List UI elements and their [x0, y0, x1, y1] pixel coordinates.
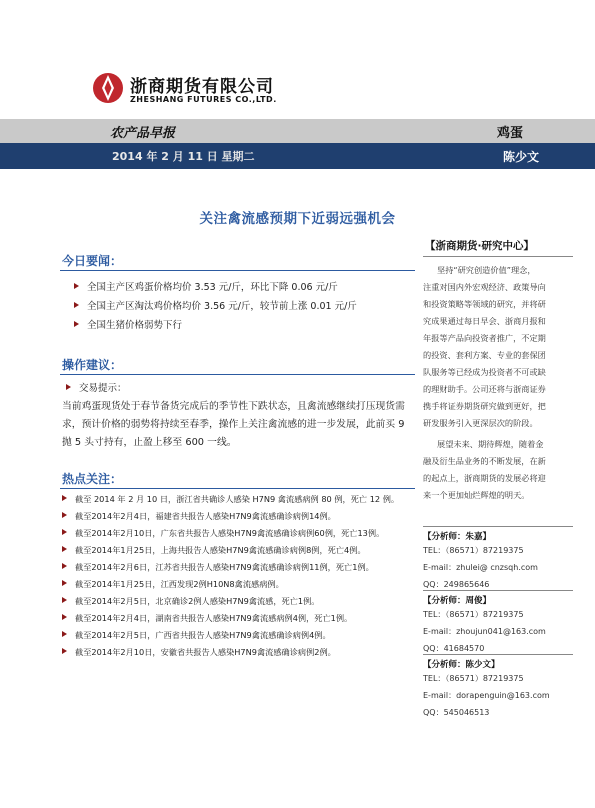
list-item: 截至2014年2月10日，广东省共报告人感染H7N9禽流感确诊病例60例，死亡13例。	[62, 528, 384, 539]
arrow-bullet-icon	[62, 529, 67, 535]
analyst-card	[423, 526, 573, 593]
analyst-tel: TEL：（86571）87219375	[423, 674, 524, 683]
arrow-bullet-icon	[62, 546, 67, 552]
report-topic: 鸡蛋	[497, 126, 524, 141]
analyst-qq: QQ：545046513	[423, 708, 490, 717]
list-item: 全国主产区鸡蛋价格均价 3.53 元/斤，环比下降 0.06 元/斤	[74, 279, 338, 293]
list-item: 截至2014年2月10日，安徽省共报告人感染H7N9禽流感确诊病例2例。	[62, 647, 336, 658]
analyst-tel: TEL：（86571）87219375	[423, 610, 524, 619]
list-item: 截至2014年2月4日，福建省共报告人感染H7N9禽流感确诊病例14例。	[62, 511, 336, 522]
analyst-name: 【分析师：朱嘉】	[423, 532, 492, 542]
list-item: 截至2014年2月6日，江苏省共报告人感染H7N9禽流感确诊病例11例，死亡1例。	[62, 562, 374, 573]
analyst-name: 【分析师：周俊】	[423, 596, 492, 606]
section-heading-today: 今日要闻：	[62, 254, 123, 268]
report-author: 陈少文	[503, 150, 540, 164]
list-item: 截至2014年1月25日，江西发现2例H10N8禽流感病例。	[62, 579, 284, 590]
list-item: 截至2014年2月5日，广西省共报告人感染H7N9禽流感确诊病例4例。	[62, 630, 331, 641]
analyst-card	[423, 654, 573, 721]
arrow-bullet-icon	[62, 563, 67, 569]
arrow-bullet-icon	[74, 321, 79, 327]
list-item: 截至2014年2月4日，湖南省共报告人感染H7N9禽流感病例4例，死亡1例。	[62, 613, 352, 624]
section-divider	[60, 488, 415, 489]
analyst-qq: QQ：249865646	[423, 580, 490, 589]
section-divider	[60, 270, 415, 271]
arrow-bullet-icon	[62, 631, 67, 637]
arrow-bullet-icon	[62, 495, 67, 501]
report-category: 农产品早报	[110, 126, 176, 141]
analyst-email[interactable]: E-mail：dorapenguin@163.com	[423, 691, 550, 700]
list-item: 截至 2014 年 2 月 10 日，浙江省共确诊人感染 H7N9 禽流感病例 80 例，死亡 12 例。	[62, 494, 399, 505]
page-title: 关注禽流感预期下近弱远强机会	[199, 211, 396, 227]
arrow-bullet-icon	[74, 302, 79, 308]
arrow-bullet-icon	[74, 283, 79, 289]
advice-subheading: 交易提示：	[66, 380, 127, 394]
section-heading-advice: 操作建议：	[62, 358, 123, 372]
section-divider	[60, 374, 415, 375]
list-item: 全国主产区淘汰鸡价格均价 3.56 元/斤，较节前上涨 0.01 元/斤	[74, 298, 357, 312]
advice-paragraph: 当前鸡蛋现货处于春节备货完成后的季节性下跌状态，且禽流感继续打压现货需 求，预计价格的弱势将持续至春季，操作上关注禽流感的进一步发展，此前买 9 抛 5 头寸持有，止盈上移至 600 一线。	[62, 401, 405, 448]
sidebar-divider	[423, 256, 573, 257]
research-center-title: 【浙商期货·研究中心】	[425, 240, 534, 252]
research-center-outlook: 展望未来、期待辉煌，随着金 融及衍生品业务的不断发展，在新 的起点上，浙商期货的发展必将迎 来一个更加灿烂辉煌的明天。	[423, 439, 546, 500]
list-item: 截至2014年2月5日，北京确诊2例人感染H7N9禽流感，死亡1例。	[62, 596, 320, 607]
company-name-en: ZHESHANG FUTURES CO.,LTD.	[130, 95, 277, 104]
arrow-bullet-icon	[62, 580, 67, 586]
analyst-email[interactable]: E-mail：zhulei@ cnzsqh.com	[423, 563, 538, 572]
analyst-qq: QQ：41684570	[423, 644, 485, 653]
report-date: 2014 年 2 月 11 日 星期二	[112, 150, 255, 163]
arrow-bullet-icon	[66, 384, 71, 390]
list-item: 截至2014年1月25日，上海共报告人感染H7N9禽流感确诊病例8例，死亡4例。	[62, 545, 366, 556]
section-heading-hot: 热点关注：	[62, 472, 123, 486]
analyst-email[interactable]: E-mail：zhoujun041@163.com	[423, 627, 546, 636]
analyst-name: 【分析师：陈少文】	[423, 660, 500, 670]
analyst-card	[423, 590, 573, 657]
arrow-bullet-icon	[62, 512, 67, 518]
arrow-bullet-icon	[62, 614, 67, 620]
list-item: 全国生猪价格弱势下行	[74, 317, 182, 331]
analyst-tel: TEL：（86571）87219375	[423, 546, 524, 555]
arrow-bullet-icon	[62, 597, 67, 603]
arrow-bullet-icon	[62, 648, 67, 654]
company-name-cn: 浙商期货有限公司	[130, 77, 274, 97]
research-center-intro: 坚持“研究创造价值”理念， 注重对国内外宏观经济、政策导向 和投资策略等领域的研究，并将研 究成果通过每日早会、浙商月报和 年报等产品向投资者推广，不定期 的投资、套利方案、专业的套保团 队服务等已经成为投资者不可或缺 的理财助手。公司还将与浙商证券 携手将证券期货研究做到更好，把 研发服务引入更深层次的阶段。	[423, 265, 546, 428]
company-logo-icon	[92, 72, 124, 104]
